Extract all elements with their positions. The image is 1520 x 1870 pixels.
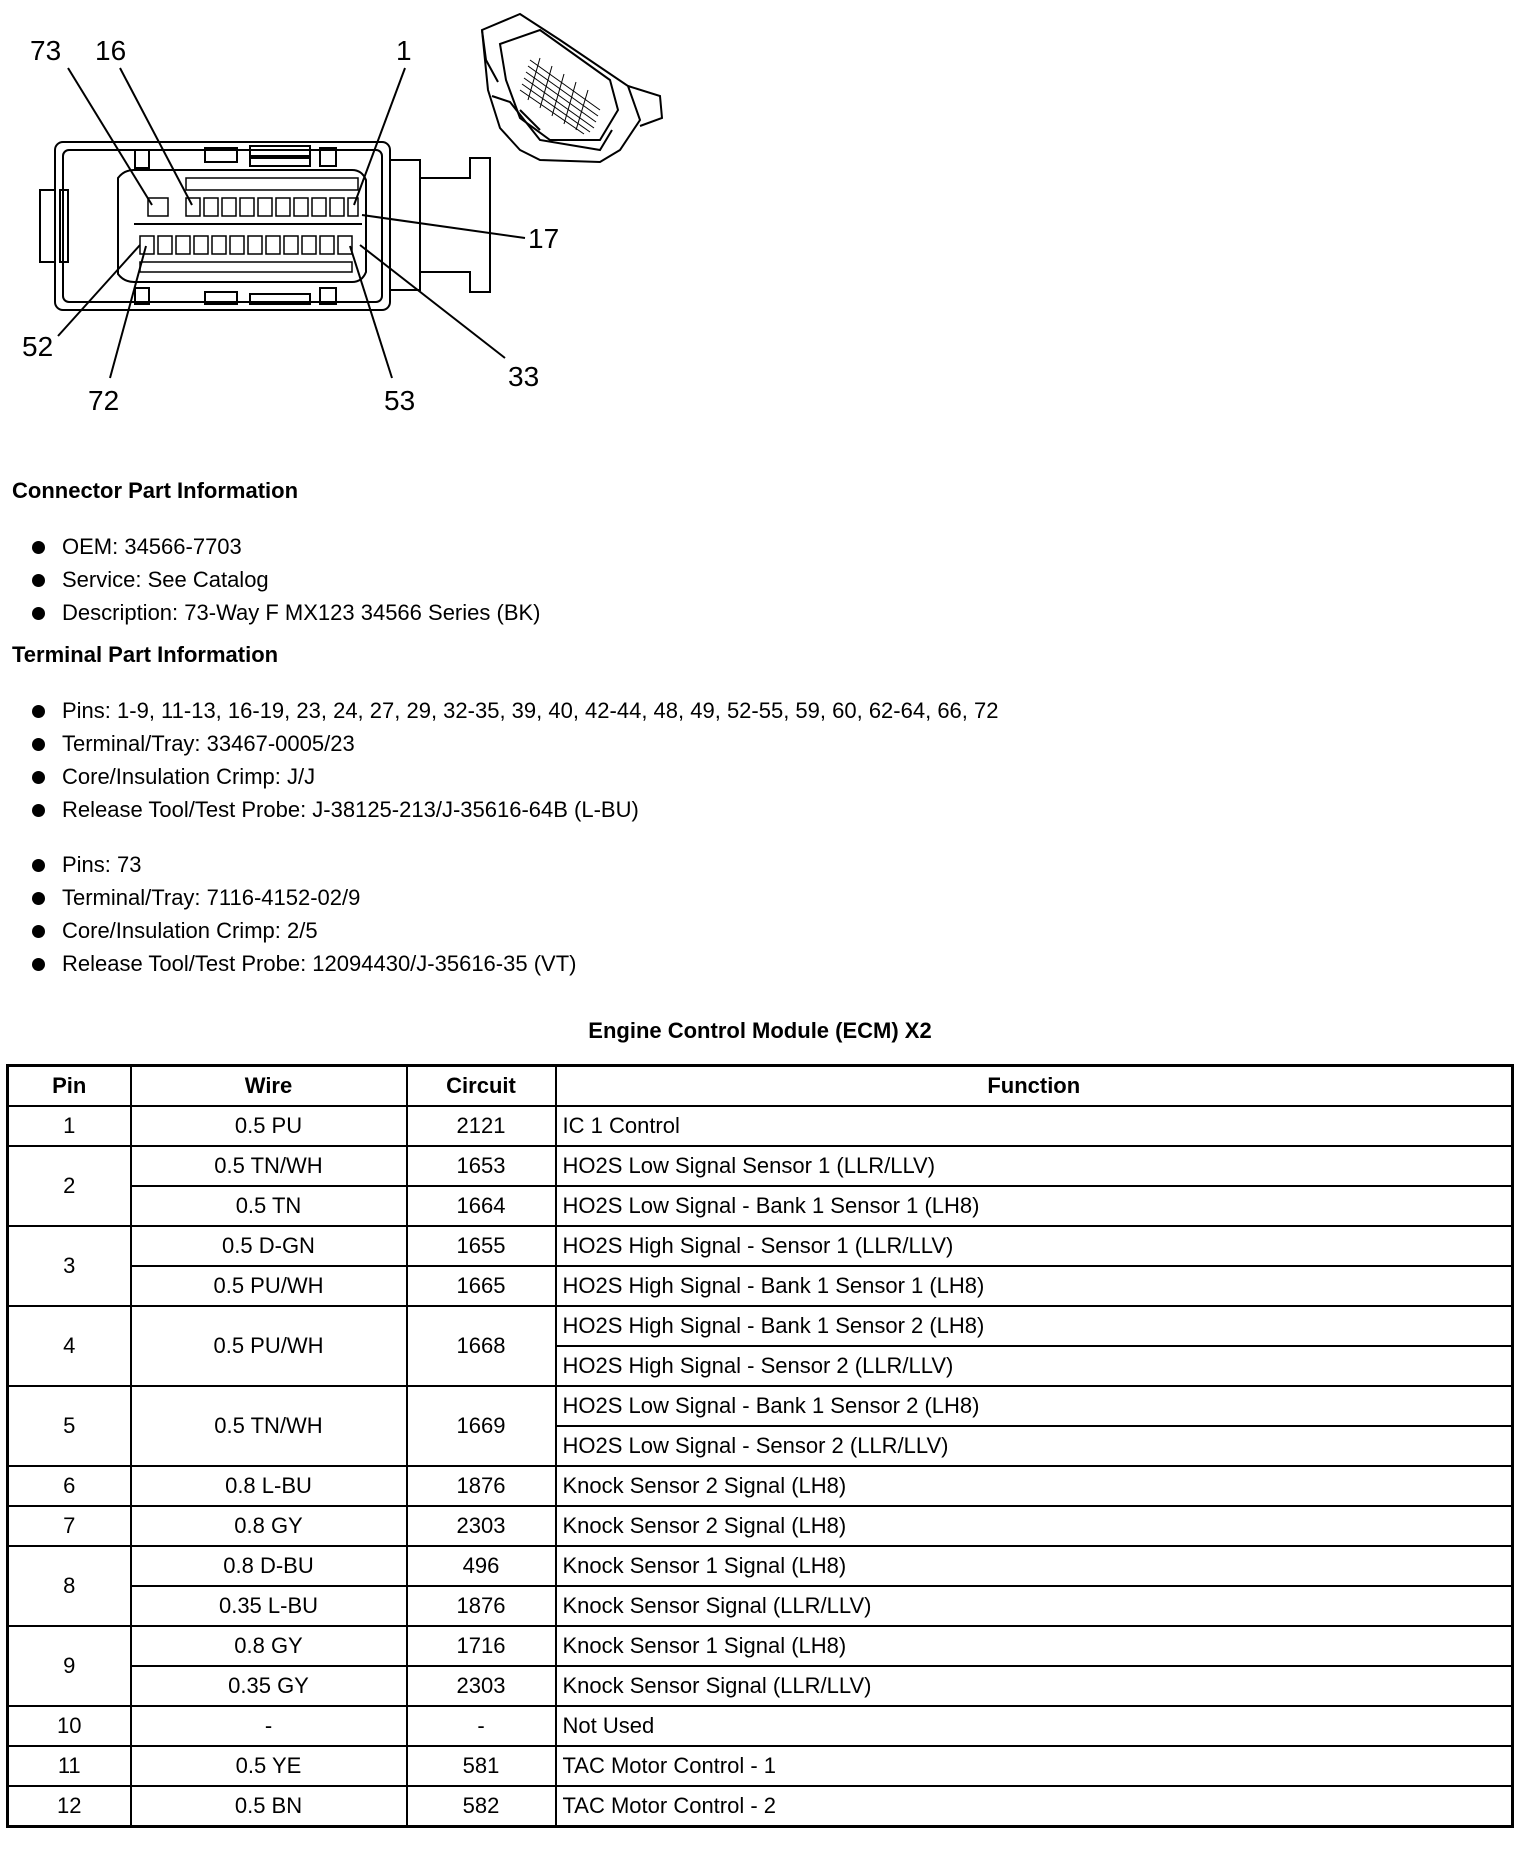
circuit-cell: 496 xyxy=(407,1546,556,1586)
list-item: Terminal/Tray: 7116-4152-02/9 xyxy=(30,881,576,914)
table-row xyxy=(8,1146,1513,1186)
circuit-cell: 1876 xyxy=(407,1466,556,1506)
pin-cell: 1 xyxy=(8,1106,131,1146)
table-row xyxy=(8,1586,1513,1626)
pin-cell: 5 xyxy=(8,1386,131,1466)
list-item: Pins: 1-9, 11-13, 16-19, 23, 24, 27, 29, 32-35, 39, 40, 42-44, 48, 49, 52-55, 59, 60, 62-64, 66, 72 xyxy=(30,694,998,727)
pin-label-53: 53 xyxy=(384,385,416,416)
table-row xyxy=(8,1306,1513,1346)
function-cell: TAC Motor Control - 1 xyxy=(556,1746,1513,1786)
wire-cell: - xyxy=(131,1706,407,1746)
wire-cell: 0.8 GY xyxy=(131,1506,407,1546)
circuit-cell: 1716 xyxy=(407,1626,556,1666)
table-row xyxy=(8,1386,1513,1426)
pin-cell: 11 xyxy=(8,1746,131,1786)
function-cell: HO2S Low Signal - Sensor 2 (LLR/LLV) xyxy=(556,1426,1513,1466)
function-cell: HO2S High Signal - Bank 1 Sensor 1 (LH8) xyxy=(556,1266,1513,1306)
circuit-cell: 1653 xyxy=(407,1146,556,1186)
table-row xyxy=(8,1506,1513,1546)
function-cell: Knock Sensor 1 Signal (LH8) xyxy=(556,1546,1513,1586)
list-item: Terminal/Tray: 33467-0005/23 xyxy=(30,727,998,760)
function-cell: HO2S High Signal - Bank 1 Sensor 2 (LH8) xyxy=(556,1306,1513,1346)
table-row xyxy=(8,1186,1513,1226)
wire-cell: 0.8 L-BU xyxy=(131,1466,407,1506)
pin-cell: 8 xyxy=(8,1546,131,1626)
list-item: Description: 73-Way F MX123 34566 Series (BK) xyxy=(30,596,541,629)
ecm-pinout-table xyxy=(6,1064,1514,1828)
terminal-part-info-list-1 xyxy=(30,694,998,826)
list-item: Service: See Catalog xyxy=(30,563,541,596)
pin-cell: 9 xyxy=(8,1626,131,1706)
header-pin: Pin xyxy=(8,1066,131,1107)
table-row xyxy=(8,1746,1513,1786)
function-cell: HO2S High Signal - Sensor 1 (LLR/LLV) xyxy=(556,1226,1513,1266)
function-cell: Knock Sensor Signal (LLR/LLV) xyxy=(556,1666,1513,1706)
wire-cell: 0.35 GY xyxy=(131,1666,407,1706)
terminal-part-info-heading: Terminal Part Information xyxy=(12,642,279,667)
table-row xyxy=(8,1266,1513,1306)
pin-label-1: 1 xyxy=(396,35,412,66)
table-row xyxy=(8,1106,1513,1146)
pin-label-52: 52 xyxy=(22,331,54,362)
list-item: Release Tool/Test Probe: 12094430/J-35616-35 (VT) xyxy=(30,947,576,980)
header-wire: Wire xyxy=(131,1066,407,1107)
pin-label-16: 16 xyxy=(95,35,127,66)
table-row xyxy=(8,1786,1513,1827)
function-cell: Knock Sensor 2 Signal (LH8) xyxy=(556,1506,1513,1546)
function-cell: HO2S High Signal - Sensor 2 (LLR/LLV) xyxy=(556,1346,1513,1386)
list-item: Release Tool/Test Probe: J-38125-213/J-35616-64B (L-BU) xyxy=(30,793,998,826)
function-cell: Knock Sensor 1 Signal (LH8) xyxy=(556,1626,1513,1666)
pin-cell: 6 xyxy=(8,1466,131,1506)
wire-cell: 0.5 PU xyxy=(131,1106,407,1146)
circuit-cell: 1664 xyxy=(407,1186,556,1226)
list-item: Core/Insulation Crimp: 2/5 xyxy=(30,914,576,947)
wire-cell: 0.5 PU/WH xyxy=(131,1266,407,1306)
circuit-cell: 2303 xyxy=(407,1666,556,1706)
header-function: Function xyxy=(556,1066,1513,1107)
wire-cell: 0.35 L-BU xyxy=(131,1586,407,1626)
connector-diagram xyxy=(0,0,720,430)
pin-cell: 7 xyxy=(8,1506,131,1546)
function-cell: Not Used xyxy=(556,1706,1513,1746)
table-header-row xyxy=(8,1066,1513,1107)
circuit-cell: 2303 xyxy=(407,1506,556,1546)
pin-cell: 12 xyxy=(8,1786,131,1827)
circuit-cell: 582 xyxy=(407,1786,556,1827)
circuit-cell: - xyxy=(407,1706,556,1746)
wire-cell: 0.5 BN xyxy=(131,1786,407,1827)
wire-cell: 0.5 YE xyxy=(131,1746,407,1786)
circuit-cell: 1655 xyxy=(407,1226,556,1266)
function-cell: HO2S Low Signal - Bank 1 Sensor 1 (LH8) xyxy=(556,1186,1513,1226)
pin-label-73: 73 xyxy=(30,35,62,66)
list-item: OEM: 34566-7703 xyxy=(30,530,541,563)
wire-cell: 0.8 GY xyxy=(131,1626,407,1666)
wire-cell: 0.5 TN xyxy=(131,1186,407,1226)
circuit-cell: 1668 xyxy=(407,1306,556,1386)
function-cell: Knock Sensor 2 Signal (LH8) xyxy=(556,1466,1513,1506)
connector-part-info-list xyxy=(30,530,541,629)
circuit-cell: 1665 xyxy=(407,1266,556,1306)
pin-cell: 10 xyxy=(8,1706,131,1746)
header-circuit: Circuit xyxy=(407,1066,556,1107)
wire-cell: 0.5 TN/WH xyxy=(131,1146,407,1186)
function-cell: IC 1 Control xyxy=(556,1106,1513,1146)
pin-label-33: 33 xyxy=(508,361,540,392)
pin-label-72: 72 xyxy=(88,385,120,416)
function-cell: TAC Motor Control - 2 xyxy=(556,1786,1513,1827)
table-row xyxy=(8,1666,1513,1706)
pin-cell: 3 xyxy=(8,1226,131,1306)
connector-part-info-heading: Connector Part Information xyxy=(12,478,299,503)
table-row xyxy=(8,1466,1513,1506)
connector-3d-icon xyxy=(482,14,662,162)
terminal-part-info-list-2 xyxy=(30,848,576,980)
wire-cell: 0.5 PU/WH xyxy=(131,1306,407,1386)
circuit-cell: 2121 xyxy=(407,1106,556,1146)
wire-cell: 0.8 D-BU xyxy=(131,1546,407,1586)
pin-cell: 2 xyxy=(8,1146,131,1226)
list-item: Pins: 73 xyxy=(30,848,576,881)
table-row xyxy=(8,1546,1513,1586)
pin-label-17: 17 xyxy=(528,223,560,254)
table-title: Engine Control Module (ECM) X2 xyxy=(588,1018,932,1043)
pin-cell: 4 xyxy=(8,1306,131,1386)
circuit-cell: 1669 xyxy=(407,1386,556,1466)
wire-cell: 0.5 D-GN xyxy=(131,1226,407,1266)
function-cell: Knock Sensor Signal (LLR/LLV) xyxy=(556,1586,1513,1626)
table-row xyxy=(8,1706,1513,1746)
circuit-cell: 1876 xyxy=(407,1586,556,1626)
list-item: Core/Insulation Crimp: J/J xyxy=(30,760,998,793)
table-row xyxy=(8,1226,1513,1266)
function-cell: HO2S Low Signal Sensor 1 (LLR/LLV) xyxy=(556,1146,1513,1186)
wire-cell: 0.5 TN/WH xyxy=(131,1386,407,1466)
function-cell: HO2S Low Signal - Bank 1 Sensor 2 (LH8) xyxy=(556,1386,1513,1426)
table-row xyxy=(8,1626,1513,1666)
circuit-cell: 581 xyxy=(407,1746,556,1786)
